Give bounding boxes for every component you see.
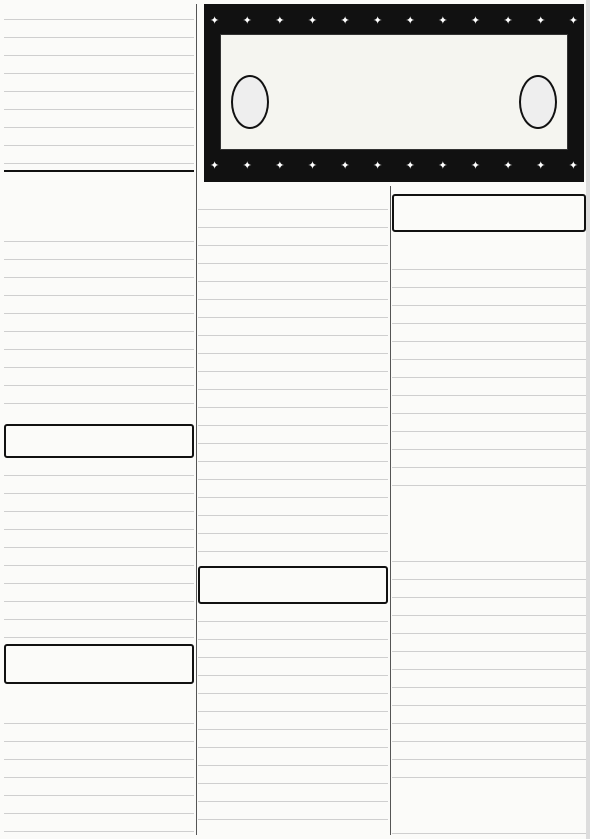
star-icon: ✦ <box>307 158 318 172</box>
star-icon: ✦ <box>307 13 318 27</box>
article-body <box>4 228 194 420</box>
star-icon: ✦ <box>340 13 350 27</box>
article-byline <box>392 236 586 252</box>
article-byline <box>392 806 586 820</box>
article-body <box>392 256 586 498</box>
star-icon: ✦ <box>373 13 383 27</box>
article-headline <box>4 644 194 684</box>
star-icon: ✦ <box>242 158 252 172</box>
column-middle <box>198 0 388 839</box>
star-icon: ✦ <box>373 158 383 172</box>
star-icon: ✦ <box>536 158 546 172</box>
column-divider <box>196 4 197 835</box>
article-body <box>4 710 194 832</box>
star-icon: ✦ <box>340 158 350 172</box>
star-icon: ✦ <box>568 158 578 172</box>
star-icon: ✦ <box>438 13 448 27</box>
article-subheadline <box>392 526 586 544</box>
star-icon: ✦ <box>568 13 578 27</box>
article-headline <box>4 424 194 458</box>
star-icon: ✦ <box>242 13 252 27</box>
star-icon: ✦ <box>405 13 415 27</box>
article-body <box>198 196 388 558</box>
star-icon: ✦ <box>405 158 415 172</box>
article-body <box>4 462 194 638</box>
star-icon: ✦ <box>470 13 481 27</box>
article-body <box>198 608 388 834</box>
article-byline <box>4 208 194 224</box>
star-icon: ✦ <box>536 13 546 27</box>
page-edge <box>586 0 590 839</box>
article-body <box>392 548 586 780</box>
column-right <box>392 0 586 839</box>
article-headline <box>392 194 586 232</box>
star-icon: ✦ <box>275 158 285 172</box>
star-icon: ✦ <box>438 158 448 172</box>
article-headline <box>4 178 194 204</box>
column-divider <box>390 186 391 835</box>
article-headline <box>392 780 586 806</box>
star-icon: ✦ <box>503 158 513 172</box>
star-icon: ✦ <box>503 13 513 27</box>
star-icon: ✦ <box>470 158 481 172</box>
star-icon: ✦ <box>275 13 285 27</box>
column-left <box>4 0 194 839</box>
article-body <box>4 6 194 166</box>
star-icon: ✦ <box>210 13 220 27</box>
article-body <box>392 820 586 836</box>
article-headline <box>198 566 388 604</box>
article-headline <box>392 500 586 526</box>
article-byline <box>4 690 194 706</box>
rule <box>4 170 194 172</box>
star-icon: ✦ <box>210 158 220 172</box>
